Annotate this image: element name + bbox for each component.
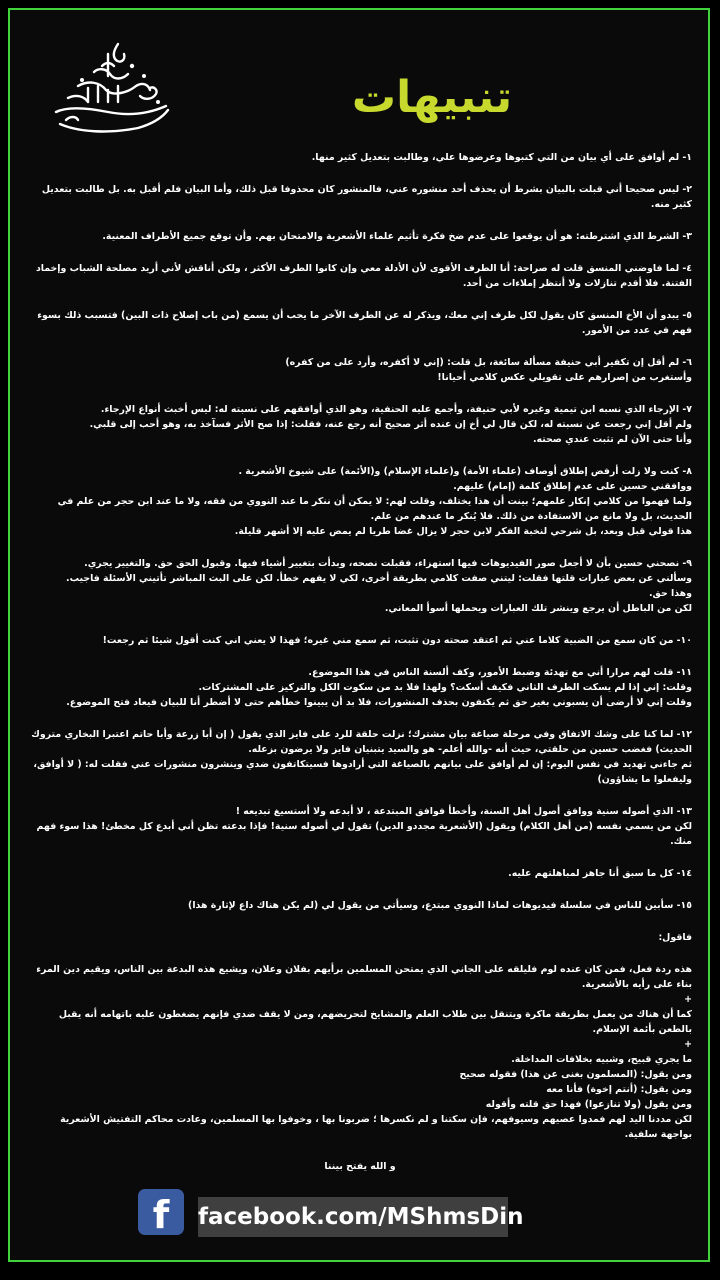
notice-line: وأنا حتى الآن لم تثبت عندي صحته. xyxy=(532,434,692,445)
notice-line: + xyxy=(684,994,692,1005)
notice-line: + xyxy=(684,1039,692,1050)
notice-line: ووافقني حسين على عدم إطلاق كلمة (إمام) عليهم. xyxy=(453,481,692,492)
notice-line: ما يجري قبيح، وشبيه بخلافات المداخلة. xyxy=(511,1054,692,1065)
notice-item xyxy=(28,727,692,787)
notice-line: فاقول: xyxy=(658,932,692,943)
notice-item xyxy=(28,355,692,385)
notice-item xyxy=(28,962,692,1142)
page-title: تنبيهات xyxy=(351,72,513,123)
notice-line: ٥- يبدو أن الأخ المنسق كان يقول لكل طرف إني معك، ويذكر له عن الطرف الآخر ما يحب أن يسمع (من باب إصلاح ذات البين) فتسبب ذلك بسوء فهم في عدد من الأمور. xyxy=(37,310,692,336)
notice-item xyxy=(28,261,692,291)
notice-line: ومن يقول: (المسلمون بغنى عن هذا) فقوله صحيح xyxy=(459,1069,692,1080)
notice-line: وسألني عن بعض عبارات قلتها فقلت: ليتني صفت كلامي بطريقة أخرى، لكي لا يفهم خطأ. لكن على البث المباشر تأتيني الأسئلة فاجيب. xyxy=(66,573,692,584)
notice-line: ١- لم أوافق على أي بيان من التي كتبوها وعرضوها علي، وطالبت بتعديل كثير منها. xyxy=(311,152,692,163)
notice-item xyxy=(28,308,692,338)
notice-item xyxy=(28,804,692,849)
notice-line: ١٤- كل ما سبق أنا جاهز لمباهلتهم عليه. xyxy=(508,868,692,879)
notice-line: ٢- ليس صحيحا أني قبلت بالبيان بشرط أن يحذف أحد منشوره عني، فالمنشور كان محذوفا قبل ذلك، وأما البيان فلم أقبل به. بل طالبت بتعديل كثير منه. xyxy=(41,184,692,210)
notice-line: ٧- الإرجاء الذي نسبه ابن تيمية وغيره لأبي حنيفة، وأجمع عليه الحنفية، وهو الذي أوافقهم على نسبته له: ليس أخبث أنواع الإرجاء. xyxy=(100,404,692,415)
notice-line: وأستغرب من إصرارهم على تقويلي عكس كلامي أحيانا! xyxy=(437,372,692,383)
notice-item xyxy=(28,229,692,244)
calligraphy-signature-logo xyxy=(48,36,176,140)
notice-line: ١٥- سأبين للناس في سلسلة فيديوهات لماذا النووي مبتدع، وسيأتي من يقول لي (لم يكن هناك داع لإثارة هذا) xyxy=(188,900,692,911)
facebook-footer xyxy=(138,1188,524,1246)
notice-line: كما أن هناك من يعمل بطريقة ماكرة ويتنقل بين طلاب العلم والمشايخ لتحريضهم، ومن لا يقف ضدي فإنهم يضغطون عليه باتهامه أنه يقبل بالطعن بأئمة الإسلام. xyxy=(58,1009,692,1035)
notice-item xyxy=(28,464,692,539)
notice-item xyxy=(28,665,692,710)
notice-line: ٣- الشرط الذي اشترطته: هو أن يوقعوا على عدم ضخ فكرة تأثيم علماء الأشعرية والامتحان بهم. وأن توقع جميع الأطراف المعنية. xyxy=(102,231,692,242)
notice-item xyxy=(28,633,692,648)
notices-body xyxy=(28,150,692,1172)
notice-line: ١٠- من كان سمع من الضبية كلاما عني ثم اعتقد صحته دون تثبت، ثم سمع مني غيره؛ فهذا لا يعني اني كنت أقول شيئا ثم رجعت! xyxy=(102,635,692,646)
facebook-url-link[interactable]: facebook.com/MShmsDin xyxy=(198,1197,508,1237)
notice-line: ولم أقل إني رجعت عن نسبته له، لكن قال لي أخ إن عنده أثر صحيح أنه رجع عنه، فقلت: إذا صح الأثر فسآخذ به، وهو أحب إلى قلبي. xyxy=(89,419,692,430)
notice-item xyxy=(28,898,692,913)
notice-item xyxy=(28,556,692,616)
notice-line: ١٣- الذي أصوله سنية ووافق أصول أهل السنة، وأخطأ فوافق المبتدعة ، لا أبدعه ولا أستسيغ تبديعه ! xyxy=(235,806,692,817)
facebook-icon[interactable]: f xyxy=(138,1189,184,1235)
notice-line: لكن مددنا اليد لهم فمدوا عصيهم وسيوفهم، فإن سكتنا و لم نكسرها ؛ ضربونا بها ، وخوفوا بها المسلمين، وعادت محاكم التفتيش الأشعرية بواجهة سلفية. xyxy=(60,1114,692,1140)
notice-line: ٨- كنت ولا زلت أرفض إطلاق أوصاف (علماء الأمة) و(علماء الإسلام) و(الأئمة) على شيوخ الأشعرية . xyxy=(238,466,692,477)
notice-line: ٩- نصحني حسين بأن لا أجعل صور الفيديوهات فيها استهزاء، فقبلت نصحه، وبدأت بتغيير أشياء فيها. وقبول الحق حق. والتغيير يجري. xyxy=(84,558,692,569)
notice-item xyxy=(28,150,692,165)
notice-line: ومن يقول (ولا تنازعوا) فهذا حق قلته وأقوله xyxy=(485,1099,692,1110)
notice-item xyxy=(28,930,692,945)
notice-line: ١٢- لما كنا على وشك الاتفاق وفي مرحلة صياغة بيان مشترك؛ نزلت حلقة للرد على فايز الذي يقول ( إن أبا زرعة وأبا حاتم اعتبرا البخاري متروك الحديث) فغضب حسين من حلقتي، حيث أنه -والله أعلم- هو والسيد يتبنيان فايز ولا يرضون بزعله. xyxy=(31,729,692,755)
notice-line: هذه ردة فعل، فمن كان عنده لوم فليلقه على الجاني الذي يمتحن المسلمين برأيهم بفلان وعلان، ويشيع هذه البدعة بين الناس، ويقيم دين المرء بناء على رأيه بالأشعرية. xyxy=(36,964,692,990)
notice-line: ولما فهموا من كلامي إنكار علمهم؛ بينت أن هذا يختلف، وقلت لهم: لا يمكن أن ننكر ما عند النووي من فقه، ولا ما عند ابن حجر من علم في الحديث، بل ولا مانع من الاستفادة من ذلك. فلا يُنكر ما عندهم من علم. xyxy=(57,496,692,522)
notice-line: ٦- لم أقل إن تكفير أبي حنيفة مسألة سائغة، بل قلت: (إني لا أكفره، وأرد على من كفره) xyxy=(285,357,692,368)
notice-line: ١١- قلت لهم مرارا أني مع تهدئة وضبط الأمور، وكف ألسنة الناس في هذا الموضوع. xyxy=(308,667,692,678)
notice-line: وقلت إني لا أرضى أن يسبوني بغير حق ثم يكتفون بحذف المنشورات، فلا بد أن يبينوا خطأهم حتى لا أضطر أنا للبيان فيعاد فتح الموضوع. xyxy=(66,697,692,708)
notice-line: وهذا حق. xyxy=(649,588,692,599)
notice-line: ثم جاءني تهديد في نفس اليوم: إن لم أوافق على بيانهم بالصياغة التي أرادوها فسيتكاتفون ضدي وينشرون منشورات عني فقلت له: ( لا أوافق، وليفعلوا ما يشاؤون) xyxy=(33,759,692,785)
notice-item xyxy=(28,182,692,212)
closing-prayer: و الله يفتح بيننا xyxy=(324,1161,396,1172)
notice-item xyxy=(28,402,692,447)
notice-item xyxy=(28,866,692,881)
notice-line: ومن يقول: (أنتم إخوة) فأنا معه xyxy=(546,1084,692,1095)
notice-line: ٤- لما فاوضني المنسق قلت له صراحة: أنا الطرف الأقوى لأن الأدلة معي وإن كانوا الطرف الأكثر ، ولكن أناقش لأني أريد مصلحة الشباب وإخماد الفتنة. فلا أقدم تنازلات ولا أنتظر إملاءات من أحد. xyxy=(35,263,692,289)
notice-line: وقلت: إني إذا لم يسكت الطرف الثاني فكيف أسكت؟ ولهذا فلا بد من سكوت الكل والتركيز على المشتركات. xyxy=(198,682,692,693)
notice-line: هذا قولي قبل وبعد، بل شرحي لنخبة الفكر لابن حجر لا يزال غضا طريا لم يمض عليه إلا أشهر قليلة. xyxy=(234,526,692,537)
notice-line: لكن من الباطل أن يرجع وينشر تلك العبارات ويحملها أسوأ المعاني. xyxy=(384,603,692,614)
notice-line: لكن من يسمي نفسه (من أهل الكلام) ويقول (الأشعرية مجددو الدين) تقول لي أصوله سنية! فإذا بدعته تظن أني أبدع كل مخطئ! هذا سوء فهم منك. xyxy=(36,821,692,847)
